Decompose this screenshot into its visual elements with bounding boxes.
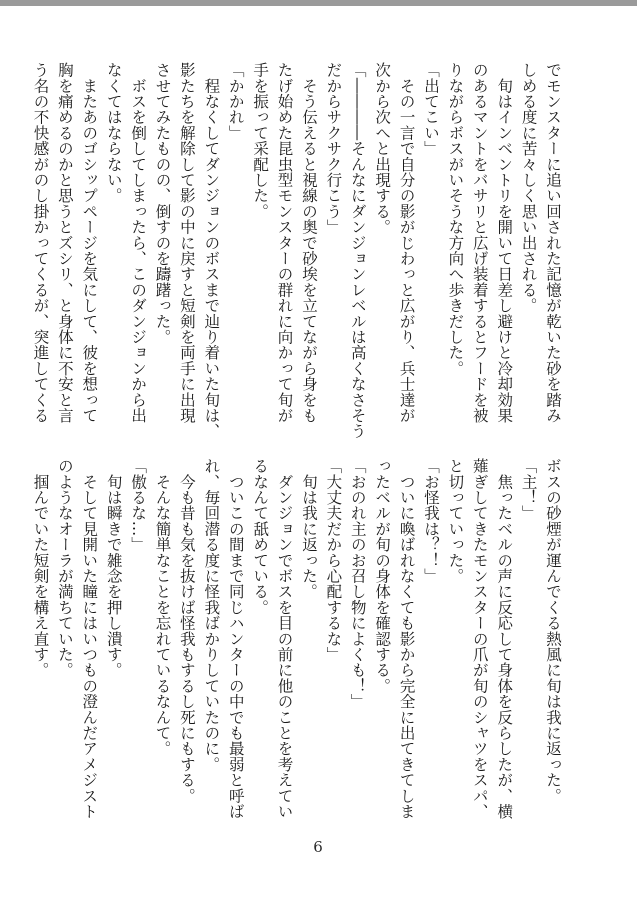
text-line: 影たちを解除して影の中に戻すと短剣を両手に出現 xyxy=(177,62,196,424)
text-line: 「――――そんなにダンジョンレベルは高くなさそう xyxy=(348,62,367,439)
text-line: ついこの間まで同じハンターの中でも最弱と呼ば xyxy=(226,458,245,820)
top-edge-band xyxy=(0,0,637,6)
text-line: 胸を痛めるのかと思うとズシリ、と身体に不安と言 xyxy=(55,62,74,424)
page-number: 6 xyxy=(313,838,323,856)
text-line: 焦ったベルの声に反応して身体を反らしたが、横 xyxy=(495,458,514,820)
text-line: ボスを倒してしまったら、このダンジョンから出 xyxy=(129,62,148,424)
text-line: れ、毎回潜る度に怪我ばかりしていたのに。 xyxy=(202,458,221,772)
text-line: またあのゴシップページを気にして、彼を想って xyxy=(80,62,99,424)
text-line: 次から次へと出現する。 xyxy=(373,62,392,235)
text-line: ついに喚ばれなくても影から完全に出てきてしま xyxy=(397,458,416,820)
text-line: のようなオーラが満ちていた。 xyxy=(55,458,74,678)
text-line: 「出てこい」 xyxy=(421,62,440,157)
text-line: 「お怪我は？！」 xyxy=(421,458,440,584)
text-line: るなんて舐めている。 xyxy=(251,458,270,615)
text-line: 手を振って采配した。 xyxy=(251,62,270,219)
text-line: 旬は瞬きで雑念を押し潰す。 xyxy=(104,458,123,678)
text-line: そんな簡単なことを忘れているなんて。 xyxy=(153,458,172,757)
text-line: 「主！」 xyxy=(519,458,538,521)
text-line: のあるマントをバサリと広げ装着するとフードを被 xyxy=(470,62,489,424)
text-line: りながらボスがいそうな方向へ歩きだした。 xyxy=(446,62,465,376)
text-line: させてみたものの、倒すのを躊躇った。 xyxy=(153,62,172,345)
text-line: その一言で自分の影がじわっと広がり、兵士達が xyxy=(397,62,416,424)
text-line: そう伝えると視線の奥で砂埃を立てながら身をも xyxy=(299,62,318,424)
text-line: 「傲るな…」 xyxy=(129,458,148,553)
text-line: う名の不快感がのし掛かってくるが、突進してくる xyxy=(31,62,50,424)
text-line: でモンスターに追い回された記憶が乾いた砂を踏み xyxy=(544,62,562,424)
text-line: 程なくしてダンジョンのボスまで辿り着いた旬は、 xyxy=(202,62,221,439)
text-line: 「おのれ主のお召し物によくも！」 xyxy=(348,458,367,710)
text-line: だからサクサク行こう」 xyxy=(324,62,343,235)
text-line: 掴んでいた短剣を構え直す。 xyxy=(31,458,50,678)
text-line: なくてはならない。 xyxy=(104,62,123,204)
text-line: ボスの砂煙が運んでくる熱風に旬は我に返った。 xyxy=(544,458,562,804)
text-line: 「大丈夫だから心配するな」 xyxy=(324,458,343,663)
text-line: と切っていった。 xyxy=(446,458,465,584)
text-line: 旬はインベントリを開いて日差し避けと冷却効果 xyxy=(495,62,514,424)
text-line: たげ始めた昆虫型モンスターの群れに向かって旬が xyxy=(275,62,294,424)
text-line: 薙ぎしてきたモンスターの爪が旬のシャツをスパ、 xyxy=(470,458,489,820)
text-block-upper xyxy=(31,62,565,439)
text-line: ったベルが旬の身体を確認する。 xyxy=(373,458,392,694)
text-line: 「かかれ」 xyxy=(226,62,245,141)
text-line: 今も昔も気を抜けば怪我もするし死にもする。 xyxy=(177,458,196,804)
text-line: しめる度に苦々しく思い出される。 xyxy=(519,62,538,314)
text-line: そして見開いた瞳にはいつもの澄んだアメジスト xyxy=(80,458,99,820)
text-block-lower xyxy=(31,458,565,830)
text-line: 旬は我に返った。 xyxy=(299,458,318,600)
text-line: ダンジョンでボスを目の前に他のことを考えてい xyxy=(275,458,294,820)
